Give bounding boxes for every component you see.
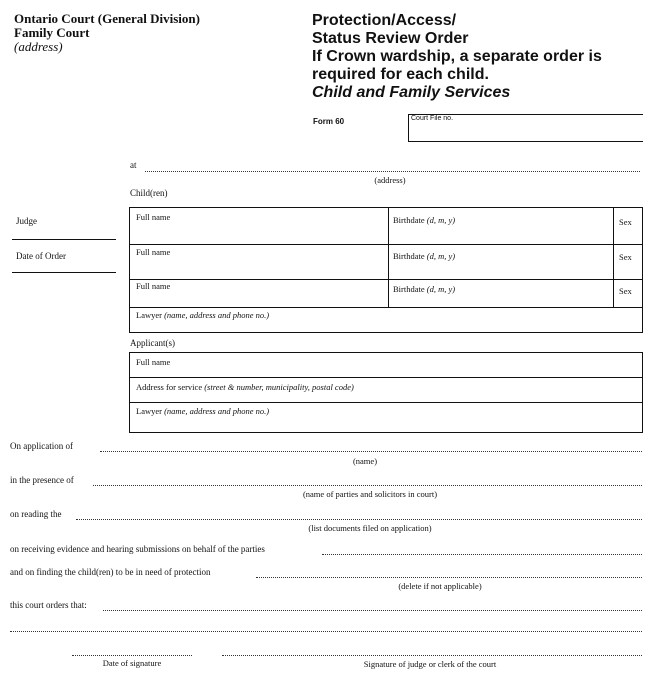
signature-label: Signature of judge or clerk of the court — [363, 659, 497, 669]
child-2-name-field[interactable]: Full name — [136, 247, 171, 257]
child-3-sex-field[interactable]: Sex — [619, 286, 632, 296]
court-name-line2: Family Court — [14, 25, 90, 40]
birthdate-hint: (d, m, y) — [426, 215, 456, 225]
row-divider — [130, 307, 642, 308]
date-of-order-line[interactable] — [12, 272, 116, 273]
finding-label: and on finding the child(ren) to be in need of protection — [10, 567, 211, 577]
court-file-number-field[interactable] — [408, 114, 643, 142]
children-lawyer-field[interactable] — [136, 310, 269, 320]
child-1-sex-field[interactable]: Sex — [619, 217, 632, 227]
child-2-birthdate-field[interactable] — [393, 251, 455, 261]
lawyer-hint: (name, address and phone no.) — [164, 406, 270, 416]
birthdate-label: Birthdate — [393, 284, 425, 294]
children-heading: Child(ren) — [130, 188, 168, 198]
orders-line-2[interactable] — [10, 631, 642, 632]
child-2-sex-field[interactable]: Sex — [619, 252, 632, 262]
judge-line[interactable] — [12, 239, 116, 240]
title-line1: Protection/Access/ — [312, 12, 457, 29]
court-name — [14, 12, 200, 54]
applicants-heading: Applicant(s) — [130, 338, 175, 348]
finding-line[interactable] — [256, 577, 642, 578]
row-divider — [130, 377, 642, 378]
finding-caption: (delete if not applicable) — [398, 581, 482, 591]
child-3-name-field[interactable]: Full name — [136, 281, 171, 291]
row-divider — [130, 244, 642, 245]
children-table — [129, 207, 643, 333]
child-3-birthdate-field[interactable] — [393, 284, 455, 294]
column-divider — [388, 208, 389, 307]
presence-caption: (name of parties and solicitors in court) — [302, 489, 438, 499]
date-of-order-label: Date of Order — [16, 251, 66, 261]
birthdate-hint: (d, m, y) — [426, 284, 456, 294]
birthdate-label: Birthdate — [393, 251, 425, 261]
court-file-number-label: Court File no. — [411, 115, 454, 122]
at-label: at — [130, 160, 137, 170]
lawyer-label: Lawyer — [136, 310, 162, 320]
evidence-line[interactable] — [322, 554, 642, 555]
applicant-lawyer-field[interactable] — [136, 406, 269, 416]
row-divider — [130, 402, 642, 403]
row-divider — [130, 279, 642, 280]
presence-line[interactable] — [93, 485, 642, 486]
reading-label: on reading the — [10, 509, 62, 519]
reading-caption: (list documents filed on application) — [308, 523, 432, 533]
title-line4: required for each child. — [312, 66, 489, 83]
address-line[interactable] — [145, 171, 640, 172]
birthdate-hint: (d, m, y) — [426, 251, 456, 261]
court-address-placeholder: (address) — [14, 39, 63, 54]
orders-line-1[interactable] — [103, 610, 642, 611]
service-label: Address for service — [136, 382, 203, 392]
child-1-name-field[interactable]: Full name — [136, 212, 171, 222]
applicant-name-field[interactable]: Full name — [136, 357, 171, 367]
evidence-label: on receiving evidence and hearing submissions on behalf of the parties — [10, 544, 265, 554]
application-of-line[interactable] — [100, 451, 642, 452]
child-1-birthdate-field[interactable] — [393, 215, 455, 225]
applicant-service-address-field[interactable] — [136, 382, 354, 392]
column-divider — [613, 208, 614, 307]
date-of-signature-line[interactable] — [72, 655, 192, 656]
orders-label: this court orders that: — [10, 600, 87, 610]
lawyer-hint: (name, address and phone no.) — [164, 310, 270, 320]
title-line5: Child and Family Services — [312, 84, 511, 101]
birthdate-label: Birthdate — [393, 215, 425, 225]
court-name-line1: Ontario Court (General Division) — [14, 11, 200, 26]
reading-line[interactable] — [76, 519, 642, 520]
service-hint: (street & number, municipality, postal code) — [204, 382, 354, 392]
form-number: Form 60 — [313, 117, 345, 126]
application-caption: (name) — [352, 456, 378, 466]
judge-label: Judge — [16, 216, 37, 226]
signature-line[interactable] — [222, 655, 642, 656]
lawyer-label: Lawyer — [136, 406, 162, 416]
date-of-signature-label: Date of signature — [102, 658, 162, 668]
application-of-label: On application of — [10, 441, 73, 451]
title-line2: Status Review Order — [312, 30, 469, 47]
presence-label: in the presence of — [10, 475, 74, 485]
title-line3: If Crown wardship, a separate order is — [312, 48, 602, 65]
applicants-table — [129, 352, 643, 433]
address-caption: (address) — [374, 175, 406, 185]
form-title — [312, 12, 602, 102]
